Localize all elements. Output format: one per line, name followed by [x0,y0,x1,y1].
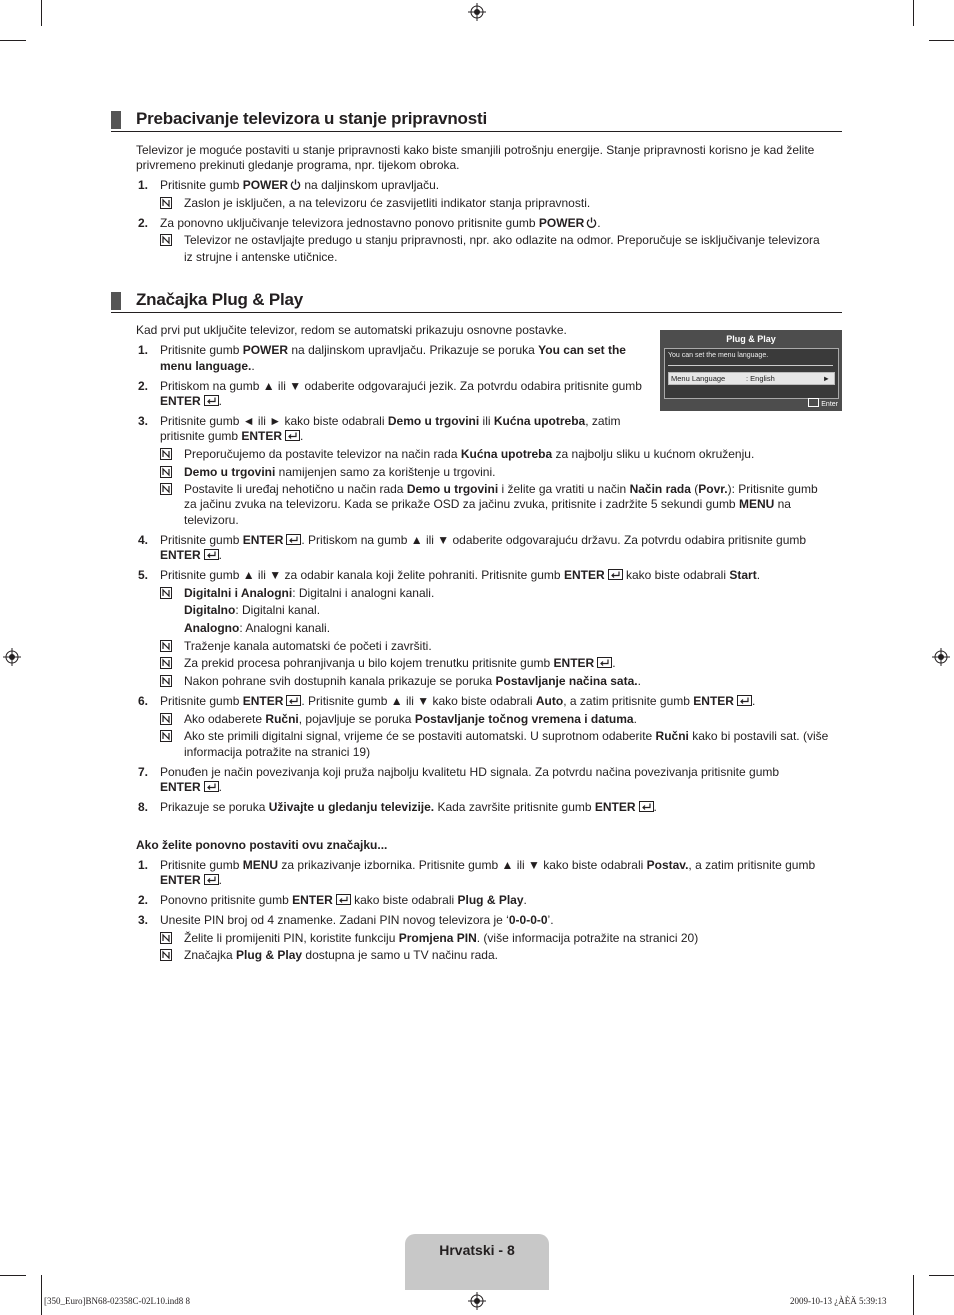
print-slug-left: [350_Euro]BN68-02358C-02L10.ind8 8 [44,1296,190,1306]
note-text: Analogno: Analogni kanali. [184,621,331,635]
subsection-title: Ako želite ponovno postaviti ovu značajku... [136,838,388,852]
enter-icon [204,781,219,792]
note-text: Digitalni i Analogni: Digitalni i analogni kanali. [184,586,435,600]
osd-divider [668,365,833,366]
step-text: Ponuđen je način povezivanja koji pruža najbolju kvalitetu HD signala. Za potvrdu načina povezivanja pritisnite gumb [160,765,780,779]
arrow-right-icon: ► [822,374,830,383]
note-text: Demo u trgovini namijenjen samo za korištenje u trgovini. [184,465,496,479]
enter-icon [808,398,819,407]
paragraph: privremeno prekinuti gledanje programa, npr. tijekom obroka. [136,158,460,172]
crop-mark [913,1275,914,1315]
step-text: ENTER . [160,548,223,562]
step-text: Unesite PIN broj od 4 znamenke. Zadani PIN novog televizora je ‘0-0-0-0’. [160,913,554,927]
note-text: Za prekid procesa pohranjivanja u bilo kojem trenutku pritisnite gumb ENTER . [184,656,616,670]
step-text: Pritisnite gumb ENTER . Pritisnite gumb ▲ ili ▼ kako biste odabrali Auto, a zatim pritisnite gumb ENTER . [160,694,756,708]
enter-icon [597,657,612,668]
paragraph: Kad prvi put uključite televizor, redom se automatski prikazuju osnovne postavke. [136,323,567,337]
step-number: 1. [138,178,149,192]
crop-mark [0,1275,26,1276]
note-text: Želite li promijeniti PIN, koristite funkciju Promjena PIN. (više informacija potražite na stranici 20) [184,931,699,945]
step-text: Pritisnite gumb MENU za prikazivanje izbornika. Pritisnite gumb ▲ ili ▼ kako biste odabrali Postav., a zatim pritisnite gumb [160,858,816,872]
step-text: ENTER . [160,394,223,408]
step-number: 5. [138,568,149,582]
registration-mark-icon [468,3,486,21]
enter-icon [608,569,623,580]
step-text: Ponovno pritisnite gumb ENTER kako biste odabrali Plug & Play. [160,893,527,907]
registration-mark-icon [932,648,950,666]
enter-icon [286,534,301,545]
enter-icon [285,430,300,441]
enter-icon [737,695,752,706]
osd-row-value: : English [746,374,775,383]
note-icon [160,466,172,478]
note-icon [160,587,172,599]
step-text: Pritisnite gumb ▲ ili ▼ za odabir kanala koji želite pohraniti. Pritisnite gumb ENTER kako biste odabrali Start. [160,568,761,582]
osd-menu-language-row[interactable] [668,372,835,385]
heading-bar [111,292,121,310]
crop-mark [929,1275,954,1276]
step-number: 2. [138,379,149,393]
note-text: informacija potražite na stranici 19) [184,745,371,759]
note-icon [160,448,172,460]
step-text: Pritisnite gumb POWER na daljinskom upravljaču. Prikazuje se poruka You can set the [160,343,626,357]
step-number: 6. [138,694,149,708]
note-text: Ako odaberete Ručni, pojavljuje se poruka Postavljanje točnog vremena i datuma. [184,712,637,726]
note-text: Digitalno: Digitalni kanal. [184,603,321,617]
step-text: Pritiskom na gumb ▲ ili ▼ odaberite odgovarajući jezik. Za potvrdu odabira pritisnite gumb [160,379,642,393]
step-text: Pritisnite gumb ENTER . Pritiskom na gumb ▲ ili ▼ odaberite odgovarajuću državu. Za potvrdu odabira pritisnite gumb [160,533,807,547]
note-text: Preporučujemo da postavite televizor na način rada Kućna upotreba za najbolju sliku u kućnom okruženju. [184,447,755,461]
step-text: pritisnite gumb ENTER . [160,429,304,443]
step-number: 7. [138,765,149,779]
note-text: Postavite li uređaj nehotično u način rada Demo u trgovini i želite ga vratiti u način Način rada (Povr.): Pritisnite gumb [184,482,818,496]
note-text: Traženje kanala automatski će početi i završiti. [184,639,432,653]
page-number: Hrvatski - 8 [439,1242,515,1258]
note-text: Značajka Plug & Play dostupna je samo u TV načinu rada. [184,948,498,962]
note-text: televizoru. [184,513,239,527]
osd-row-label: Menu Language [671,374,726,383]
section-heading [111,109,842,132]
step-number: 4. [138,533,149,547]
osd-plug-and-play [660,330,842,411]
osd-title: Plug & Play [726,334,776,344]
osd-message: You can set the menu language. [668,352,769,359]
note-text: Televizor ne ostavljajte predugo u stanju pripravnosti, npr. ako odlazite na odmor. Preporučuje se isključivanje televizora [184,233,820,247]
step-number: 3. [138,414,149,428]
osd-panel [664,348,839,399]
note-icon [160,675,172,687]
note-icon [160,730,172,742]
step-text: Prikazuje se poruka Uživajte u gledanju televizije. Kada završite pritisnite gumb ENTER . [160,800,657,814]
note-text: Nakon pohrane svih dostupnih kanala prikazuje se poruka Postavljanje načina sata.. [184,674,641,688]
power-icon [586,217,597,228]
enter-icon [204,395,219,406]
step-number: 2. [138,893,149,907]
enter-icon [286,695,301,706]
page-number-tab [405,1234,549,1290]
step-number: 1. [138,858,149,872]
step-text: Za ponovno uključivanje televizora jednostavno ponovo pritisnite gumb POWER . [160,216,601,230]
registration-mark-icon [468,1292,486,1310]
print-slug-right: 2009-10-13 ¿ÀÈÄ 5:39:13 [790,1296,887,1306]
section-heading [111,290,842,313]
section-title: Prebacivanje televizora u stanje pripravnosti [136,109,487,128]
enter-icon [204,549,219,560]
note-text: Zaslon je isključen, a na televizoru će zasvijetliti indikator stanja pripravnosti. [184,196,591,210]
paragraph: Televizor je moguće postaviti u stanje pripravnosti kako biste smanjili potrošnju energije. Stanje pripravnosti korisno je kad želite [136,143,815,157]
note-icon [160,640,172,652]
enter-icon [336,894,351,905]
note-icon [160,197,172,209]
enter-icon [639,801,654,812]
step-text: ENTER . [160,873,223,887]
note-text: iz strujne i antenske utičnice. [184,250,338,264]
heading-bar [111,111,121,129]
note-icon [160,483,172,495]
note-icon [160,657,172,669]
crop-mark [0,40,26,41]
power-icon [290,179,301,190]
step-number: 8. [138,800,149,814]
osd-footer: Enter [808,398,838,408]
crop-mark [929,40,954,41]
note-text: Ako ste primili digitalni signal, vrijeme će se postaviti automatski. U suprotnom odaberite Ručni kako bi postavili sat. (više [184,729,829,743]
enter-icon [204,874,219,885]
step-number: 1. [138,343,149,357]
crop-mark [41,1275,42,1315]
step-text: menu language.. [160,359,255,373]
step-text: ENTER . [160,780,223,794]
crop-mark [41,0,42,26]
note-icon [160,932,172,944]
step-number: 3. [138,913,149,927]
note-text: za jačinu zvuka na televizoru. Kada se prikaže OSD za jačinu zvuka, pritisnite i zadržite 5 sekundi gumb MENU na [184,497,791,511]
section-title: Značajka Plug & Play [136,290,304,309]
note-icon [160,949,172,961]
step-number: 2. [138,216,149,230]
registration-mark-icon [3,648,21,666]
step-text: Pritisnite gumb POWER na daljinskom upravljaču. [160,178,440,192]
step-text: Pritisnite gumb ◄ ili ► kako biste odabrali Demo u trgovini ili Kućna upotreba, zatim [160,414,621,428]
note-icon [160,234,172,246]
note-icon [160,713,172,725]
crop-mark [913,0,914,26]
